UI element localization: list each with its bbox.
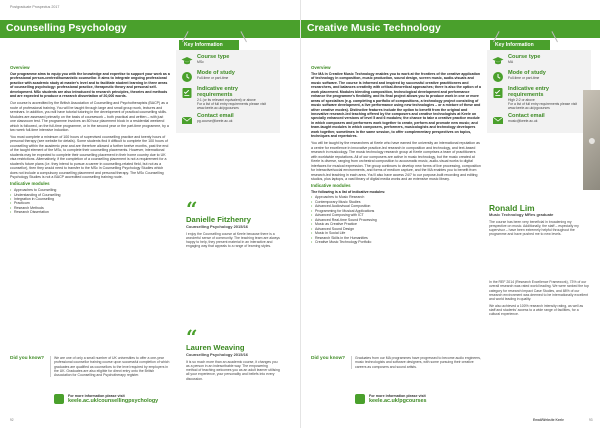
quote-author: Danielle Fitzhenry (186, 215, 251, 224)
key-information-hanger (487, 40, 591, 133)
modules-heading: Indicative modules (10, 181, 50, 187)
module-item: • Contemporary Music Studies (311, 200, 481, 204)
modules-heading: Indicative modules (311, 183, 351, 189)
entry-requirements-value: High 2:2 or above For a list of full entry requirements please visit www.keele.ac.uk/pgcourses (508, 98, 577, 111)
quote-author: Lauren Weaving (186, 343, 245, 352)
module-item: • Approaches to Music Research (311, 195, 481, 199)
module-item: • Creative Music Technology Portfolio (311, 240, 481, 244)
quote-course: Counselling Psychology 2015/16 (186, 224, 249, 229)
key-information-tab: Key Information (179, 40, 239, 50)
overview-heading: Overview (10, 65, 30, 70)
overview-paragraph: You will be taught by the researchers at Keele who have earned the university an international reputation as a centre for excellence in innovative practice-led research in composition and technology, and text-based research in musicology. The music technology research group at Keele comprises a team of practitioners with worldwide reputations. All of our composers are active in music technology, but the music created at Keele is diverse, ranging from orchestral composition to acousmatic music, audio-visual works to digital interfaces for musical expression. The group continues to develop new forms of live processing, composition for interactive/social environments, and forms of medium capture, and the MA enables you to benefit from research-led teaching in each area. You'll also have access 24/7 to our purpose-built recording and editing studios, plus laptops, a vast library of digital media works and an extensive music library. (311, 141, 481, 181)
key-information-box (487, 50, 591, 133)
main-column (311, 66, 481, 247)
research-facts (489, 280, 589, 319)
envelope-icon (492, 114, 504, 126)
modules-intro: The following is a list of indicative modules: (311, 189, 386, 194)
course-type-value: MSc (197, 60, 204, 64)
page-creative-music-technology (300, 0, 600, 428)
more-info (355, 394, 427, 405)
mode-of-study-title: Mode of study (197, 70, 235, 76)
page-number: 93 (589, 418, 593, 422)
envelope-icon (181, 114, 193, 126)
module-item: • Music in Social Life (311, 231, 481, 235)
page-title: Creative Music Technology (301, 20, 600, 38)
module-item: • Approaches to Counselling (10, 188, 170, 192)
running-head: Postgraduate Prospectus 2017 (10, 5, 60, 9)
did-you-know-box (311, 356, 483, 369)
key-information-panel (176, 40, 280, 133)
module-item: • Research Dissertation (10, 210, 170, 214)
modules-list (311, 195, 481, 244)
contact-email-row (181, 113, 275, 126)
did-you-know-box (10, 356, 172, 377)
student-quote (186, 325, 280, 381)
student-quote (489, 204, 589, 237)
research-paragraph: In the REF 2014 (Research Excellence Framework), 73% of our overall research was rated world leading. We were ranked the top category for research Impact Case Studies, and 88% of our research environment was deemed to be internationally excellent and world leading in quality. (489, 280, 589, 302)
quote-text: The course has been very beneficial in broadening my perspective on music. Additionally, the staff – especially my supervisor – have been extremely helpful throughout the programme and have pushed me to new levels. (489, 219, 579, 237)
checklist-icon (181, 87, 193, 99)
overview-paragraph: You must complete a minimum of 100 hours of supervised counselling practice and twenty hours of personal therapy (see website for details). Some students find it difficult to complete the 100 hours of counselling within the academic year and are therefore allowed a further twelve months, past the end of the taught element of the MSc, to complete their counselling placements. However, international students may be expected to complete their counselling placement in their home country due to UK visa restrictions. Alternatively, if the completion of a counselling placement is not a requirement for a student's future plans (i.e. they intend to pursue a career in counselling-related field, but not as a counsellor), then they would need to transfer to the MSc in Counselling Psychology Studies which does not include a compulsory counselling placement and personal therapy. The MSc Counselling Psychology Studies is not a BACP accredited counselling training route. (10, 135, 169, 180)
contact-email-link[interactable]: music@keele.ac.uk (508, 119, 538, 124)
mode-of-study-row (492, 70, 586, 83)
arrow-icon (54, 394, 64, 404)
more-info-label: For more information please visit (68, 394, 125, 398)
checklist-icon (492, 87, 504, 99)
course-type-title: Course type (508, 54, 541, 60)
module-item: • Advanced Real-time Sound Processing (311, 218, 481, 222)
entry-requirements-value: 2:1 (or its relevant equivalent) or above For a list of full entry requirements please visit www.keele.ac.uk/pgcourses (197, 98, 266, 111)
clock-icon (492, 71, 504, 83)
contact-email-title: Contact email (197, 113, 234, 120)
mode-of-study-value: Full-time or part-time (508, 76, 540, 80)
entry-requirements-title: Indicative entry requirements (508, 86, 550, 98)
quote-text: I enjoy the Counselling course at Keele because there is a wonderful sense of community. The teaching team are always happy to help, they present material in an interactive and engaging way that appeals to a range of learning styles. (186, 231, 280, 249)
key-information-hanger (176, 40, 280, 133)
did-you-know-label: Did you know? (10, 356, 45, 361)
person-icon: ● (587, 132, 597, 148)
module-item: • Advanced Sound Design (311, 227, 481, 231)
overview-paragraph: Our course is accredited by the British Association of Counselling and Psychotherapists (BACP) as a route of professional training. You will be taught through large and small group work, lectures and seminars. In addition, you will have tutorial tutoring in the development of practical counselling skills. Modules are assessed primarily on the basis of coursework – both practical and written – with just one classroom test. The programme involves an 80 hour placement block in a residential weekend which is followed, on the full-time programme, or in the second year or the part-time programme, by a two week full-time intensive induction. (10, 101, 169, 132)
course-type-row (492, 54, 586, 67)
mortarboard-icon (181, 55, 193, 67)
contact-email-link[interactable]: pg.course@keele.ac.uk (197, 119, 233, 124)
quote-author: Ronald Lim (489, 203, 535, 213)
page-number: 92 (10, 418, 14, 422)
module-item: • Research Methods (10, 206, 170, 210)
module-item: • Integration in Counselling (10, 197, 170, 201)
did-you-know-text: Graduates from our MA programmes have progressed to become audio engineers, music technologists and software designers, with some pursuing their creative careers as composers and sound artists. (351, 356, 483, 369)
mode-of-study-title: Mode of study (508, 70, 546, 76)
module-item: • Advanced Audiovisual Composition (311, 204, 481, 208)
key-information-box (176, 50, 280, 133)
mortarboard-icon (492, 55, 504, 67)
overview-heading: Overview (311, 65, 331, 70)
quote-mark-icon: “ (186, 197, 198, 221)
quote-course: Counselling Psychology 2015/16 (186, 352, 249, 357)
student-photo (583, 90, 600, 190)
module-item: • Advanced Composing with ICT (311, 213, 481, 217)
more-info-link[interactable]: keele.ac.uk/counsellingpsychology (68, 398, 159, 405)
more-info (54, 394, 158, 405)
contact-email-title: Contact email (508, 113, 545, 120)
module-item: • Programming for Musical Applications (311, 209, 481, 213)
course-type-title: Course type (197, 54, 230, 60)
key-information-tab: Key Information (490, 40, 550, 50)
overview-paragraph: The MA in Creative Music Technology enables you to work at the frontiers of the creative application of technology in composition, music production, sound design, screen music, audio-visuals and music software. The course is informed and inspired by successful creative practitioners and researchers, and balances creativity with critical-theoretical approaches; there is also the option of a work placement. Modules blending composition, technological development and performance enhance the programme's flexibility, and its final project allows you to produce work in one or more areas of specialism (e.g. completing a portfolio of compositions, a technology project consisting of music software development, a live performance using new technologies – or a mixture of these and other creative modes). Distinctive features include the option to benefit from the original and innovative research-led teaching offered by the composers and creative technologists at Keele on specially enhanced versions of level 5 and 6 modules; the chance to take a creative practice module in which composers and performers work together to create, perform and promote new music; and team-taught modules in which composers, performers, musicologists and technology developers work together, sometimes in the same session, to offer complementary perspectives on topics, techniques and repertoires. (311, 71, 481, 139)
quote-course: Music Technology MRes graduate (489, 212, 554, 217)
course-type-value: MA (508, 60, 514, 64)
entry-requirements-title: Indicative entry requirements (197, 86, 239, 98)
did-you-know-text: We are one of only a small number of UK universities to offer a one-year professional counsellor training course upon successful completion of which graduates are qualified as counsellors to the level required by employers in the UK. Graduates are also eligible for direct entry onto the British Association for Counselling and Psychotherapy register. (50, 356, 172, 377)
arrow-icon (355, 394, 365, 404)
main-column (10, 66, 170, 218)
research-paragraph: We also achieved a 100% research intensity rating, as well as staff and students' access to a wide range of facilities, for a cultural experience. (489, 303, 584, 317)
contact-email-row (492, 113, 586, 126)
course-type-row (181, 54, 275, 67)
quote-mark-icon: “ (186, 325, 198, 349)
module-item: • Practicum (10, 201, 170, 205)
module-item: • Music as Creative Practice (311, 222, 481, 226)
mode-of-study-value: Full-time or part-time (197, 76, 229, 80)
more-info-link[interactable]: keele.ac.uk/pgcourses (369, 398, 427, 405)
mode-of-study-row (181, 70, 275, 83)
key-information-panel (487, 40, 591, 133)
modules-list (10, 188, 170, 215)
quote-text: It is so much more than an academic course, it changes you as a person in an indescribable way. The empowering method of teaching welcomes you as an adult learner utilising all your experience, your personality and beliefs into every discussion. (186, 359, 280, 381)
page-title: Counselling Psychology (0, 20, 300, 38)
more-info-label: For more information please visit (369, 394, 426, 398)
module-item: • Understanding of Counselling (10, 193, 170, 197)
did-you-know-label: Did you know? (311, 356, 346, 361)
clock-icon (181, 71, 193, 83)
entry-requirements-row (181, 86, 275, 110)
module-item: • Research Skills in the Humanities (311, 236, 481, 240)
overview-paragraph: Our programme aims to equip you with the knowledge and expertise to support your work as a professional person-centred/humanistic counsellor. It aims to integrate ongoing professional practice with academic study at master's level and to facilitate student learning in three areas of counselling psychology: professional practice, therapeutic theory and personal self-development. MSc students are also introduced to research principles, theories and methods and are expected to produce a research dissertation of 20,000 words. (10, 71, 170, 99)
footer-brand: Email/Website Keele (533, 418, 564, 422)
entry-requirements-row (492, 86, 586, 110)
student-quote (186, 197, 280, 249)
